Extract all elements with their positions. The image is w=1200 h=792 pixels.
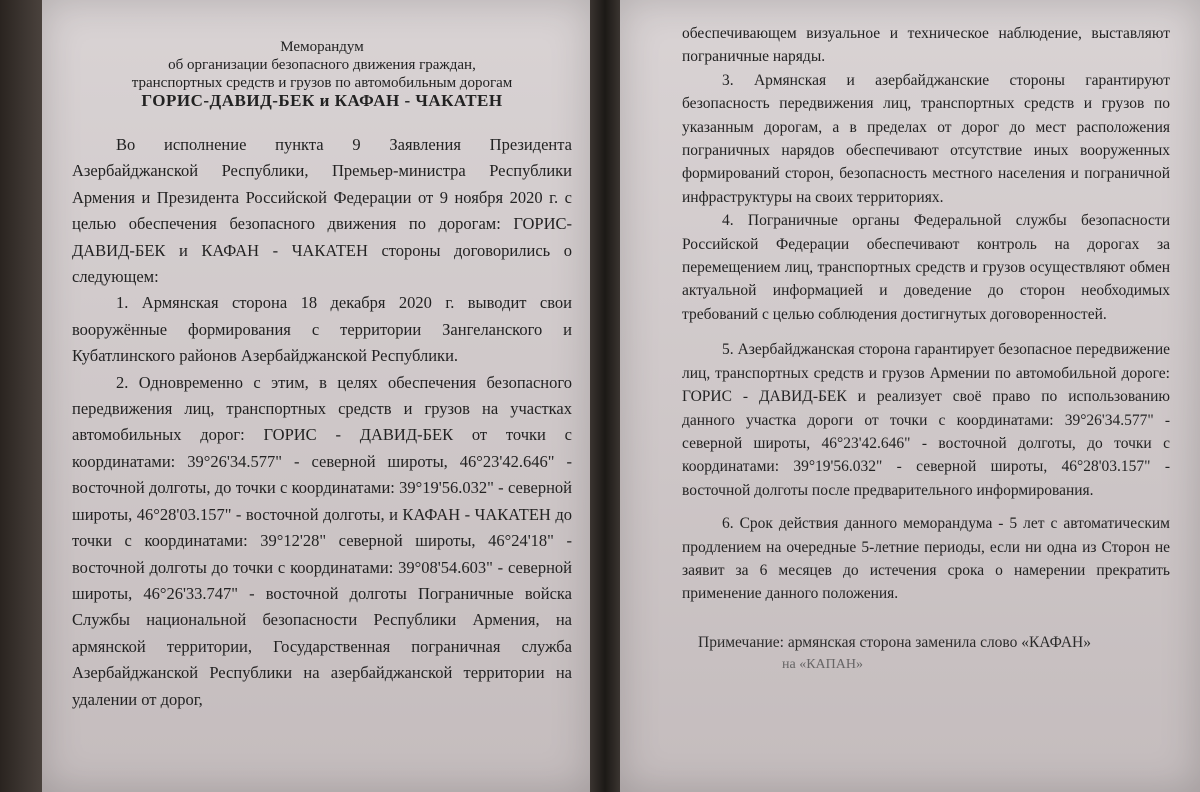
memorandum-subtitle-line2: транспортных средств и грузов по автомобильным дорогам (131, 75, 513, 91)
clause-2-continuation: обеспечивающем визуальное и техническое наблюдение, выставляют пограничные наряды. (682, 25, 1170, 66)
note-continuation: на «КАПАН» (782, 656, 863, 672)
clause-4: 4. Пограничные органы Федеральной службы безопасности Российской Федерации обеспечивают контроль на дорогах за перемещением лиц, транспортных средств и грузов осуществляют обмен актуальной информацией и доведение до сторон необходимых требований с целью соблюдения достигнутых договоренностей. (682, 212, 1170, 323)
intro-paragraph: Во исполнение пункта 9 Заявления Президента Азербайджанской Республики, Премьер-министра Республики Армения и Президента Российской Федерации от 9 ноября 2020 г. с целью обеспечения безопасного движения по дорогам: ГОРИС-ДАВИД-БЕК и КАФАН - ЧАКАТЕН стороны договорились о следующем: (72, 135, 572, 287)
memorandum-subtitle-line1: об организации безопасного движения граждан, (168, 57, 476, 73)
left-page-content (42, 0, 590, 713)
clause-2: 2. Одновременно с этим, в целях обеспечения безопасного передвижения лиц, транспортных средств и грузов на участках автомобильных дорог: ГОРИС - ДАВИД-БЕК от точки с координатами: 39°26'34.577" - северной широты, 46°23'42.646" - восточной долготы, до точки с координатами: 39°19'56.032" - северной широты, 46°28'03.157" - восточной долготы, и КАФАН - ЧАКАТЕН до точки с координатами: 39°12'28" северной широты, 46°24'18" - восточной долготы до точки с координатами: 39°08'54.603" - северной широты, 46°26'33.747" - восточной долготы Пограничные войска Службы национальной безопасности Республики Армения, на армянской территории, Государственная пограничная служба Азербайджанской Республики на азербайджанской территории на удалении от дорог, (72, 372, 572, 709)
photo-edge-left (0, 0, 42, 792)
right-page-content (620, 0, 1200, 676)
clause-3: 3. Армянская и азербайджанские стороны гарантируют безопасность передвижения лиц, транспортных средств и грузов по указанным дорогам, а в пределах от дорог до мест расположения пограничных нарядов обеспечивают отсутствие иных вооруженных формирований сторон, безопасность местного населения и пограничной инфраструктуры на своих территориях. (682, 71, 1170, 206)
document-page-left (42, 0, 590, 792)
clause-6: 6. Срок действия данного меморандума - 5 лет с автоматическим продлением на очередные 5-летние периоды, если ни одна из Сторон не заявит за 6 месяцев до истечения срока о намерении прекратить применение данного положения. (682, 515, 1170, 603)
note-text: Примечание: армянская сторона заменила слово «КАФАН» (698, 633, 1091, 651)
clause-1: 1. Армянская сторона 18 декабря 2020 г. выводит свои вооружённые формирования с территории Зангеланского и Кубатлинского районов Азербайджанской Республики. (72, 293, 572, 366)
clause-5: 5. Азербайджанская сторона гарантирует безопасное передвижение лиц, транспортных средств и грузов Армении по автомобильной дороге: ГОРИС - ДАВИД-БЕК и реализует своё право по использованию данного участка дороги от точки с координатами: 39°26'34.577" - северной широты, 46°23'42.646" - восточной долготы, до точки с координатами: 39°19'56.032" - северной широты, 46°28'03.157" - восточной долготы после предварительного информирования. (682, 341, 1170, 499)
page-gap (590, 0, 620, 792)
memorandum-roads-title: ГОРИС-ДАВИД-БЕК и КАФАН - ЧАКАТЕН (141, 91, 503, 110)
memorandum-title: Меморандум (280, 39, 364, 55)
document-page-right (620, 0, 1200, 792)
